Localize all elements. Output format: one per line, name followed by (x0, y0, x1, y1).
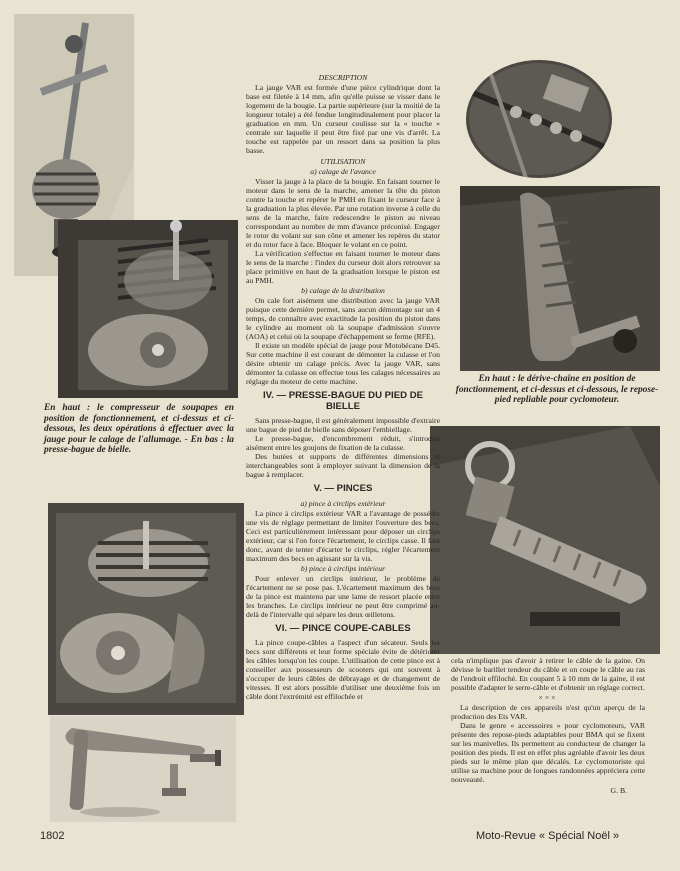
article-column-2 (451, 656, 645, 795)
utilisation-heading: UTILISATION (320, 157, 366, 166)
calage-avance-subheading: a) calage de l'avance (310, 167, 376, 176)
footrest-folded-photo (460, 186, 660, 371)
conclusion-paragraph-2: Dans le genre « accessoires » pour cyclomoteurs, VAR présente des repose-pieds adaptables pour BMA qui se fixent sur les manivelles. Ils permettent au conducteur de changer la position des pieds. Il est en effet plus agréable d'avoir les deux pieds sur le même plan que décalés. Le cyclomotoriste qui utilise sa machine pour de longues randonnées appréciera cette nouveauté. (451, 721, 645, 784)
calage-avance-paragraph-2: La vérification s'effectue en faisant tourner le moteur dans le sens de la marche : l'index du curseur doit alors retrouver sa place primitive en haut de la graduation lorsque le piston est au PMH. (246, 249, 440, 285)
calage-distribution-subheading: b) calage de la distribution (301, 286, 385, 295)
magazine-name: Moto-Revue « Spécial Noël » (476, 830, 620, 842)
pince-interieur-paragraph: Pour enlever un circlips intérieur, le problème de l'écartement ne se pose pas. L'écartement maximum des becs de la pince est maintenu par une lame de ressort placée entre les branches. Le circlips intérieur ne peut être comprimé au-delà de l'intervalle qui sépare les deux œilletons. (246, 573, 440, 619)
section-iv-paragraph-3: Des butées et supports de différentes dimensions et interchangeables sont à employer suivant la dimension de la bague à remplacer. (246, 452, 440, 480)
section-iv-paragraph-1: Sans presse-bague, il est généralement impossible d'extraire une bague de pied de bielle sans déposer l'embiellage. (246, 416, 440, 435)
small-end-press-photo (50, 716, 236, 822)
description-paragraph: La jauge VAR est formée d'une pièce cylindrique dont la base est filetée à 14 mm, afin qu'elle puisse se visser dans le logement de la bougie. La partie supérieure (sur la moitié de la longueur totale) a été fendue longitudinalement pour placer la graduation en mm. Un curseur coulisse sur la « touche » centrale sur laquelle il peut être fixé par une vis d'arrêt. La touche est rappelée par un ressort dans sa position la plus basse. (246, 83, 440, 155)
engine-gauge-photo-2 (48, 503, 244, 715)
section-separator: ××× (538, 693, 558, 702)
author-signature: G. B. (610, 786, 627, 795)
left-photo-caption: En haut : le compresseur de soupapes en position de fonctionnement, et ci-dessus et ci-dessous, les deux opérations à effectuer avec la jauge pour le calage de l'allumage. - En bas : la presse-bague de bielle. (44, 403, 234, 456)
section-vi-paragraph: La pince coupe-câbles a l'aspect d'un sécateur. Seuls les becs sont différents et leur forme spéciale évite de détériorer les câbles lorsqu'on les coupe. L'utilisation de cette pince est à conseiller aux possesseurs de scooters qui ont souvent à s'occuper de leurs câbles de débrayage et de changement de vitesses. Il est alors possible d'utiliser une deuxième fois un câble dont l'extrémité est effilochée et (246, 638, 440, 702)
pince-interieur-subheading: b) pince à circlips intérieur (300, 563, 386, 573)
calage-avance-paragraph-1: Visser la jauge à la place de la bougie. En faisant tourner le moteur dans le sens de la marche, amener la tête du piston contre la touche et repérer le PMH en fixant le curseur face à la graduation la plus élevée. Par une rotation inverse à celle du sens de la marche, faire redescendre le piston au niveau correspondant au nombre de mm d'avance préconisé. Engager le rotor du volant sur son cône et amener les repères du stator et du rotor face à face. Bloquer le volant en ce point. (246, 177, 440, 249)
page-number: 1802 (40, 830, 65, 842)
pince-exterieur-paragraph: La pince à circlips extérieur VAR a l'avantage de posséder une vis de réglage permettant de limiter l'ouverture des becs. Ceci est particulièrement intéressant pour déposer un circlips extérieur, car si l'on force l'écartement, le circlips casse. Il faut donc, avant de tenter d'écarter le circlips, régler l'écartement maximum des becs en agissant sur la vis. (246, 508, 440, 563)
section-v-heading: V. — PINCES (313, 483, 373, 495)
engine-gauge-photo-1 (58, 220, 238, 398)
description-heading: DESCRIPTION (318, 73, 368, 82)
chain-breaker-photo (466, 60, 612, 178)
conclusion-paragraph-1: La description de ces appareils n'est qu'un aperçu de la production des Ets VAR. (451, 703, 645, 721)
right-photo-caption: En haut : le dérive-chaîne en position de fonctionnement, et ci-dessus et ci-dessous, le repose-pied repliable pour cyclomoteur. (455, 374, 659, 406)
footrest-open-photo (430, 426, 660, 654)
continuation-paragraph: cela n'implique pas d'avoir à retirer le câble de la gaine. On dévisse le barillet tendeur du câble et on coupe le câble au ras de l'endroit effiloché. En coupant 5 à 10 mm de la gaine, il est possible d'adapter le serre-câble et d'obtenir un réglage correct. (451, 656, 645, 692)
section-iv-heading: IV. — PRESSE-BAGUE DU PIED DE BIELLE (262, 390, 424, 412)
calage-distribution-paragraph-2: Il existe un modèle spécial de jauge pour Motobécane D45. Sur cette machine il est courant de démonter la culasse et l'on désire obtenir un calage précis. Avec la jauge VAR, sans démonter la culasse on effectue tous les calages nécessaires au réglage du moteur de cette machine. (246, 341, 440, 386)
section-iv-paragraph-2: Le presse-bague, d'encombrement réduit, s'introduit aisément entre les goujons de fixation de la culasse. (246, 434, 440, 453)
calage-distribution-paragraph-1: On cale fort aisément une distribution avec la jauge VAR puisque cette dernière permet, sans aucun démontage sur un 4 temps, de connaître avec exactitude la position du piston dans le cylindre au moment où la soupape d'admission s'ouvre (AOA) et celui où la soupape d'échappement se ferme (RFE). (246, 296, 440, 341)
pince-exterieur-subheading: a) pince à circlips extérieur (300, 498, 386, 508)
section-vi-heading: VI. — PINCE COUPE-CABLES (275, 622, 411, 634)
article-column-1 (246, 71, 440, 701)
